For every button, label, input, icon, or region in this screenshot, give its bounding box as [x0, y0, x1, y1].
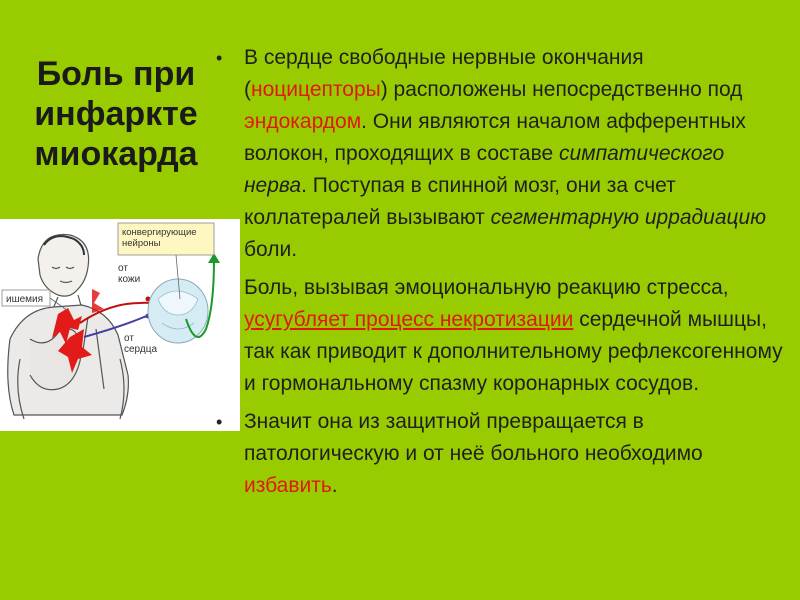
ischemia-label: ишемия [6, 294, 44, 305]
from-heart-label: от сердца [124, 333, 158, 355]
from-skin-label: от кожи [118, 263, 141, 285]
bullet-text-segment: Боль, вызывая эмоциональную реакцию стресса, [244, 276, 729, 299]
bullet-text-segment: боли. [244, 238, 298, 261]
bullet-text-segment: сердечной мышцы, так как приводит к дополнительному рефлексогенному и гормональному спазму коронарных сосудов. [244, 308, 783, 395]
bullet-text-segment: . [331, 474, 338, 497]
illustration-svg [0, 219, 240, 431]
bullet-item [212, 42, 792, 266]
bullet-text-segment: . Они являются началом афферентных волокон, проходящих в составе [244, 110, 746, 165]
slide-title-line-1: Боль при [36, 55, 196, 93]
bullet-text-segment: эндокардом [244, 110, 362, 133]
bullet-text-segment: . Поступая в спинной мозг, они за счет коллатералей вызывают [244, 174, 676, 229]
convergent-neurons-label: конвергирующие нейроны [122, 227, 197, 249]
bullet-text-segment: Значит она из защитной превращается в патологическую и от неё больного необходимо [244, 410, 703, 465]
bullet-text-segment: сегментарную иррадиацию [490, 206, 766, 229]
spinal-cord [148, 279, 208, 343]
bullet-marker: • [216, 48, 223, 68]
bullet-text-segment: избавить [244, 474, 332, 497]
bullet-marker: • [216, 412, 223, 432]
bullet-text-segment: усугубляет процесс некротизации [244, 308, 574, 331]
slide-title [16, 54, 216, 174]
slide-title-line-2: инфаркте [34, 95, 198, 133]
bullet-text-segment: симпатического нерва [244, 142, 725, 197]
bullet-item [212, 406, 792, 502]
slide-title-line-3: миокарда [34, 135, 198, 173]
bullet-item [212, 272, 792, 400]
bullet-text-segment: ) расположены непосредственно под [380, 78, 743, 101]
bullet-text-segment: ноцицепторы [251, 78, 381, 101]
bullet-list [212, 42, 792, 502]
referred-pain-illustration [0, 219, 240, 431]
bullet-text-segment: В сердце свободные нервные окончания ( [244, 46, 644, 101]
